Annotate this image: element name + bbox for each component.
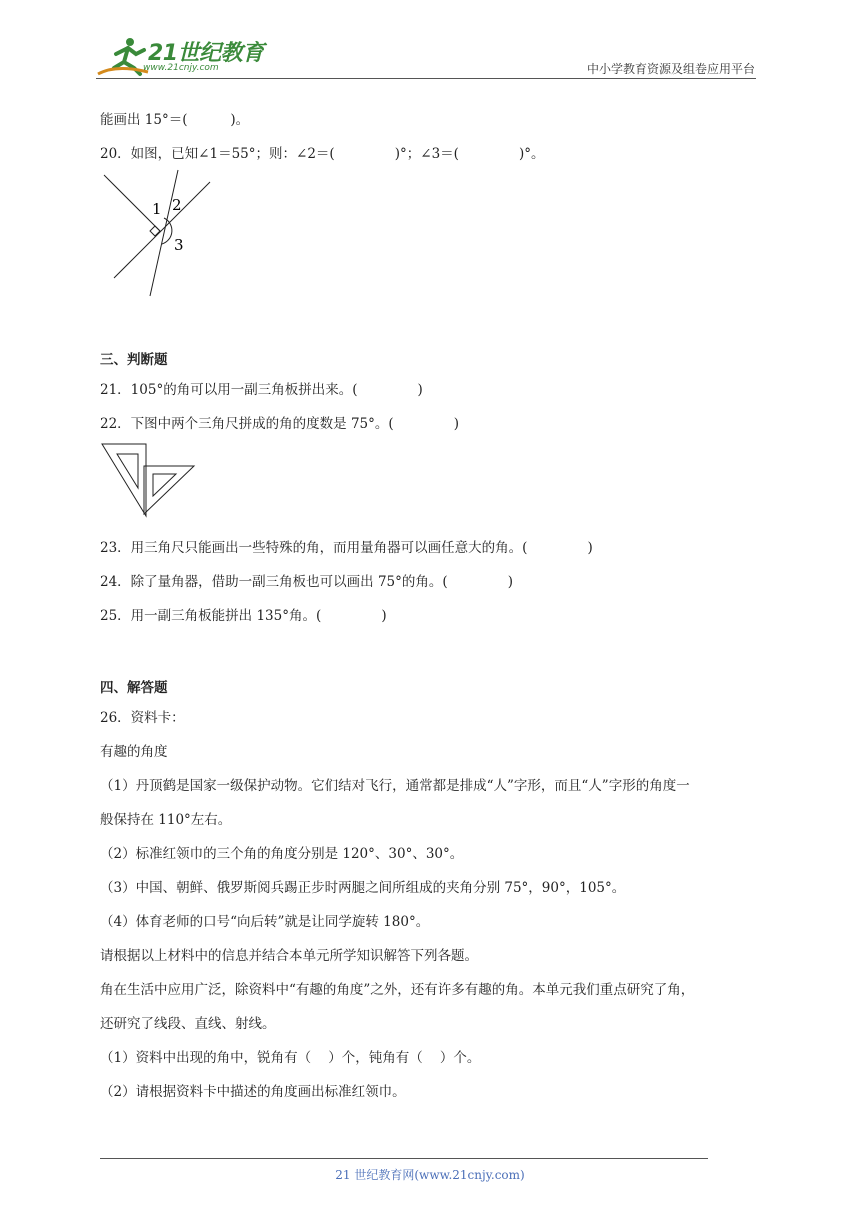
sub-question-1: （1）资料中出现的角中，锐角有（ ）个，钝角有（ ）个。: [100, 1050, 481, 1066]
info-item-1-line-2: 般保持在 110°左右。: [100, 812, 232, 828]
set-square-small-inner: [153, 474, 176, 496]
info-item-1-line-1: （1）丹顶鹤是国家一级保护动物。它们结对飞行，通常都是排成“人”字形，而且“人”字形的角度一: [100, 778, 690, 794]
set-square-large-inner: [117, 454, 138, 488]
instruction-text: 请根据以上材料中的信息并结合本单元所学知识解答下列各题。: [100, 948, 478, 964]
sub-question-2: （2）请根据资料卡中描述的角度画出标准红领巾。: [100, 1084, 406, 1100]
header-divider: [96, 78, 756, 79]
set-square-large: [102, 444, 146, 516]
question-23: 23．用三角尺只能画出一些特殊的角，而用量角器可以画任意大的角。( ): [100, 540, 593, 556]
footer-divider: [100, 1158, 708, 1159]
info-item-2: （2）标准红领巾的三个角的角度分别是 120°、30°、30°。: [100, 846, 464, 862]
line-steep: [150, 170, 178, 296]
question-25: 25．用一副三角板能拼出 135°角。( ): [100, 608, 387, 624]
set-squares-figure-q22: [100, 442, 200, 518]
logo-url: www.21cnjy.com: [143, 63, 219, 73]
header-platform-title: 中小学教育资源及组卷应用平台: [586, 62, 755, 76]
question-22: 22．下图中两个三角尺拼成的角的度数是 75°。( ): [100, 416, 460, 432]
line-diagonal: [114, 182, 210, 278]
logo-text: 21世纪教育: [148, 41, 264, 66]
question-20: 20．如图，已知∠1＝55°；则：∠2＝( )°；∠3＝( )°。: [100, 146, 545, 162]
angle-label-1: 1: [152, 200, 162, 218]
set-square-small: [144, 466, 194, 514]
paragraph-line-2: 还研究了线段、直线、射线。: [100, 1016, 276, 1032]
angle-label-2: 2: [172, 196, 182, 214]
info-item-4: （4）体育老师的口号“向后转”就是让同学旋转 180°。: [100, 914, 430, 930]
paragraph-line-1: 角在生活中应用广泛，除资料中“有趣的角度”之外，还有许多有趣的角。本单元我们重点研究了角，: [100, 982, 695, 998]
angle-figure-q20: [100, 168, 220, 298]
question-24: 24．除了量角器，借助一副三角板也可以画出 75°的角。( ): [100, 574, 514, 590]
question-26: 26．资料卡：: [100, 710, 185, 726]
right-angle-mark: [150, 226, 160, 236]
question-19-tail: 能画出 15°＝( )。: [100, 112, 250, 128]
question-21: 21．105°的角可以用一副三角板拼出来。( ): [100, 382, 423, 398]
section-3-title: 三、判断题: [100, 352, 168, 368]
angle-label-3: 3: [174, 236, 184, 254]
footer-link[interactable]: 21 世纪教育网(www.21cnjy.com): [335, 1168, 525, 1182]
info-card-title: 有趣的角度: [100, 744, 168, 760]
section-4-title: 四、解答题: [100, 680, 168, 696]
info-item-3: （3）中国、朝鲜、俄罗斯阅兵踢正步时两腿之间所组成的夹角分别 75°，90°，105°。: [100, 880, 626, 896]
